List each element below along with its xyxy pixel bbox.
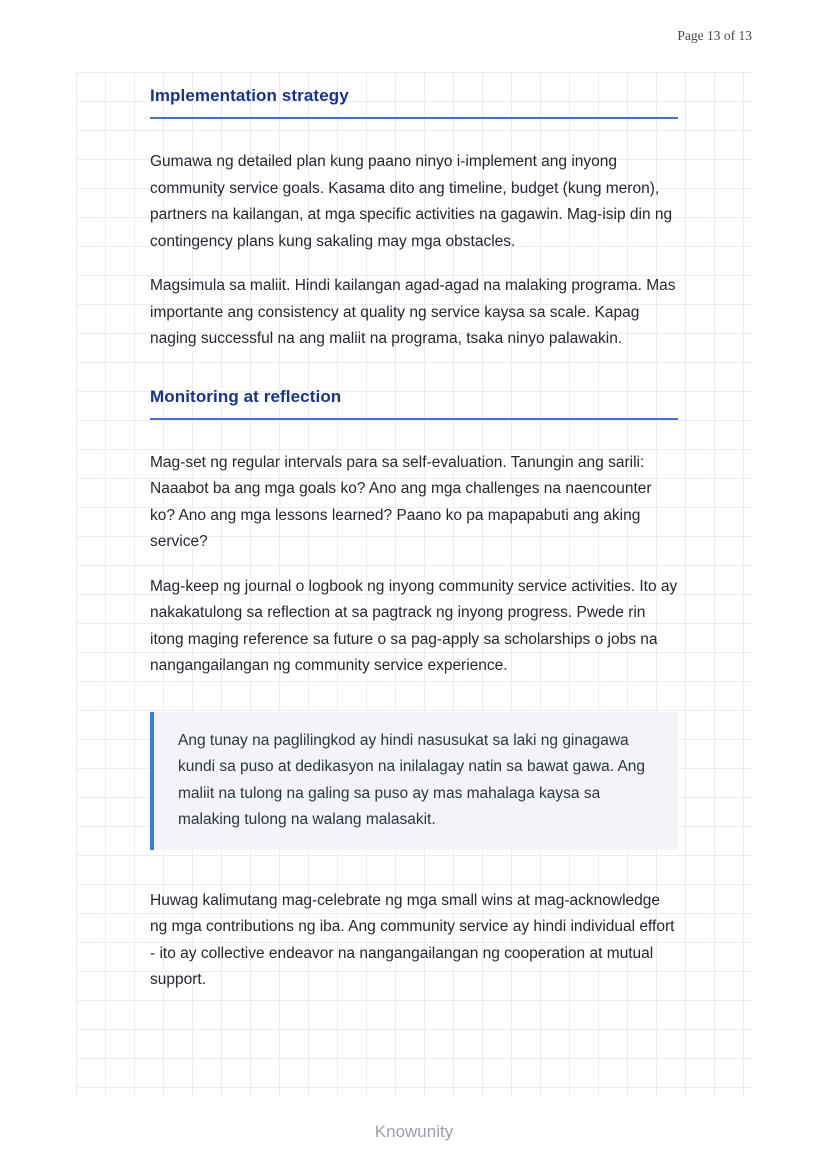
paragraph-closing: Huwag kalimutang mag-celebrate ng mga small wins at mag-acknowledge ng mga contributions ng iba. Ang community service ay hindi individual effort - ito ay collective endeavor na nangangailangan ng cooperation at mutual support. [150,891,675,988]
document-content [76,72,752,994]
quote-block [150,712,678,850]
section-heading-monitoring-at-reflection: Monitoring at reflection [150,387,678,420]
paragraph-implementation-1: Gumawa ng detailed plan kung paano ninyo i-implement ang inyong community service goals. Kasama dito ang timeline, budget (kung meron), partners na kailangan, at mga specific activities na gagawin. Mag-isip din ng contingency plans kung sakaling may mga obstacles. [150,153,673,250]
paragraph-monitoring-1: Mag-set ng regular intervals para sa self-evaluation. Tanungin ang sarili: Naaabot ba ang mga goals ko? Ano ang mga challenges na naencounter ko? Ano ang mga lessons learned? Paano ko pa mapapabuti ang aking service? [150,453,652,550]
paragraph-implementation-2: Magsimula sa maliit. Hindi kailangan agad-agad na malaking programa. Mas importante ang consistency at quality ng service kaysa sa scale. Kapag naging successful na ang maliit na programa, tsaka ninyo palawakin. [150,277,676,347]
notes-sheet [76,72,752,1096]
section-heading-implementation-strategy: Implementation strategy [150,86,678,119]
footer-brand: Knowunity [374,1122,454,1141]
quote-text: Ang tunay na paglilingkod ay hindi nasusukat sa laki ng ginagawa kundi sa puso at dedikasyon na inilalagay natin sa bawat gawa. Ang maliit na tulong na galing sa puso ay mas mahalaga kaysa sa malaking tulong na walang malasakit. [178,731,646,828]
page-indicator: Page 13 of 13 [677,28,752,43]
paragraph-monitoring-2: Mag-keep ng journal o logbook ng inyong community service activities. Ito ay nakakatulong sa reflection at sa pagtrack ng inyong progress. Pwede rin itong maging reference sa future o sa pag-apply sa scholarships o jobs na nangangailangan ng community service experience. [150,577,678,674]
